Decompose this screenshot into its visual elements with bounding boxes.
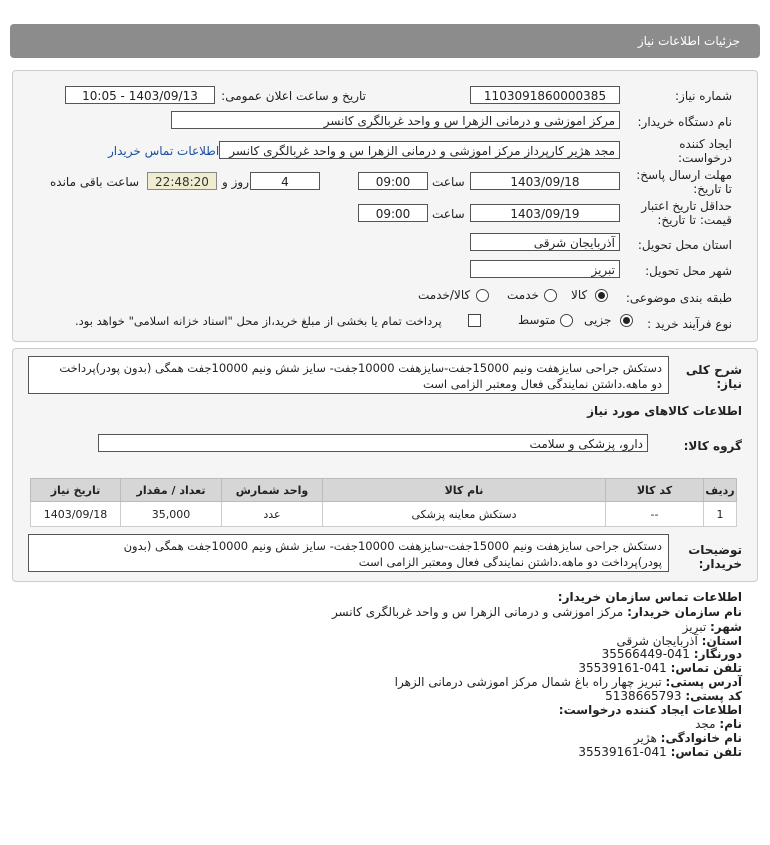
buyer-org-line: نام سازمان خریدار: مرکز اموزشی و درمانی الزهرا س و واحد غربالگری کانسر bbox=[331, 605, 742, 619]
creator-phone-line: تلفن تماس: 041-35539161 bbox=[578, 745, 742, 759]
province-label: استان محل تحویل: bbox=[637, 238, 732, 252]
process-minor-label: جزیی bbox=[584, 313, 612, 327]
goods-section-title: اطلاعات کالاهای مورد نیاز bbox=[587, 404, 742, 418]
days-label: روز و bbox=[222, 175, 249, 189]
buyer-contact-title: اطلاعات تماس سازمان خریدار: bbox=[557, 590, 742, 604]
col-row: ردیف bbox=[704, 479, 737, 502]
reply-deadline-label-2: تا تاریخ: bbox=[693, 182, 732, 196]
buyer-phone-line: تلفن تماس: 041-35539161 bbox=[578, 661, 742, 675]
category-label: طبقه بندی موضوعی: bbox=[625, 291, 732, 305]
goods-table-header bbox=[31, 479, 737, 502]
validity-time-field[interactable]: 09:00 bbox=[358, 204, 428, 222]
category-goods-label: کالا bbox=[571, 288, 588, 302]
treasury-payment-checkbox[interactable] bbox=[468, 314, 481, 327]
contact-buyer-link[interactable]: اطلاعات تماس خریدار bbox=[108, 144, 220, 158]
creator-family-line: نام خانوادگی: هژیر bbox=[633, 731, 742, 745]
treasury-payment-note: پرداخت تمام یا بخشی از مبلغ خرید،از محل "اسناد خزانه اسلامی" خواهد بود. bbox=[75, 314, 442, 328]
need-number-field[interactable]: 1103091860000385 bbox=[470, 86, 620, 104]
category-service-radio[interactable] bbox=[544, 289, 557, 302]
days-field[interactable]: 4 bbox=[250, 172, 320, 190]
creator-contact-title: اطلاعات ایجاد کننده درخواست: bbox=[558, 703, 742, 717]
city-field[interactable]: تبریز bbox=[470, 260, 620, 278]
category-service-label: خدمت bbox=[507, 288, 539, 302]
validity-label-2: قیمت: تا تاریخ: bbox=[657, 213, 732, 227]
process-medium-radio[interactable] bbox=[560, 314, 573, 327]
need-number-label: شماره نیاز: bbox=[675, 89, 732, 103]
announce-field[interactable]: 1403/09/13 - 10:05 bbox=[65, 86, 215, 104]
goods-group-field[interactable]: دارو، پزشکی و سلامت bbox=[98, 434, 648, 452]
creator-label-2: درخواست: bbox=[678, 151, 732, 165]
buyer-desc-line-1: دستکش جراحی سایزهفت ونیم 15000جفت-سایزهفت 10000جفت- سایز شش ونیم 10000جفت همگی (بدون bbox=[123, 539, 662, 553]
announce-label: تاریخ و ساعت اعلان عمومی: bbox=[221, 89, 366, 103]
summary-line-1: دستکش جراحی سایزهفت ونیم 15000جفت-سایزهفت 10000جفت- سایز شش ونیم 10000جفت همگی (بدون پودر)پرداخت bbox=[59, 361, 662, 375]
summary-label-2: نیاز: bbox=[716, 377, 742, 391]
cell-unit: عدد bbox=[222, 502, 323, 527]
col-unit: واحد شمارش bbox=[222, 479, 323, 502]
col-need-date: تاریخ نیاز bbox=[31, 479, 121, 502]
buyer-org-field[interactable]: مرکز اموزشی و درمانی الزهرا س و واحد غربالگری کانسر bbox=[171, 111, 620, 129]
col-code: کد کالا bbox=[606, 479, 704, 502]
buyer-desc-label-2: خریدار: bbox=[698, 557, 742, 571]
process-medium-label: متوسط bbox=[518, 313, 556, 327]
validity-label-1: حداقل تاریخ اعتبار bbox=[641, 199, 732, 213]
table-row[interactable] bbox=[31, 502, 737, 527]
creator-name-line: نام: مجد bbox=[695, 717, 742, 731]
remaining-label: ساعت باقی مانده bbox=[50, 175, 140, 189]
cell-code: -- bbox=[606, 502, 704, 527]
buyer-desc-line-2: پودر)پرداخت دو ماهه.داشتن نمایندگی فعال ومعتبر الزامی است bbox=[358, 555, 662, 569]
validity-time-label: ساعت bbox=[432, 207, 465, 221]
buyer-org-label: نام دستگاه خریدار: bbox=[637, 115, 732, 129]
buyer-address-line: آدرس پستی: تبریز چهار راه باغ شمال مرکز اموزشی درمانی الزهرا bbox=[394, 675, 742, 689]
buyer-city-line: شهر: تبریز bbox=[682, 620, 742, 634]
province-field[interactable]: آذربایجان شرقی bbox=[470, 233, 620, 251]
summary-line-2: دو ماهه.داشتن نمایندگی فعال ومعتبر الزامی است bbox=[422, 377, 662, 391]
goods-table bbox=[30, 478, 737, 527]
summary-label-1: شرح کلی bbox=[685, 363, 742, 377]
buyer-province-line: استان: آذربایجان شرقی bbox=[616, 634, 742, 648]
summary-text bbox=[28, 356, 669, 394]
creator-field[interactable]: مجد هژیر کارپرداز مرکز اموزشی و درمانی الزهرا س و واحد غربالگری کانسر bbox=[219, 141, 620, 159]
page-title: جزئیات اطلاعات نیاز bbox=[637, 34, 740, 48]
remaining-time: 22:48:20 bbox=[147, 172, 217, 190]
reply-deadline-label-1: مهلت ارسال پاسخ: bbox=[636, 168, 732, 182]
category-both-radio[interactable] bbox=[476, 289, 489, 302]
reply-time-field[interactable]: 09:00 bbox=[358, 172, 428, 190]
creator-label-1: ایجاد کننده bbox=[679, 137, 732, 151]
col-quantity: تعداد / مقدار bbox=[121, 479, 222, 502]
process-minor-radio[interactable] bbox=[620, 314, 633, 327]
validity-date-field[interactable]: 1403/09/19 bbox=[470, 204, 620, 222]
cell-row: 1 bbox=[704, 502, 737, 527]
reply-time-label: ساعت bbox=[432, 175, 465, 189]
city-label: شهر محل تحویل: bbox=[645, 264, 732, 278]
buyer-desc-text bbox=[28, 534, 669, 572]
col-name: نام کالا bbox=[323, 479, 606, 502]
reply-date-field[interactable]: 1403/09/18 bbox=[470, 172, 620, 190]
process-label: نوع فرآیند خرید : bbox=[647, 317, 732, 331]
buyer-postal-line: کد پستی: 5138665793 bbox=[605, 689, 742, 703]
goods-group-label: گروه کالا: bbox=[683, 439, 742, 453]
page-header bbox=[10, 24, 760, 58]
buyer-fax-line: دورنگار: 041-35566449 bbox=[601, 647, 742, 661]
category-goods-radio[interactable] bbox=[595, 289, 608, 302]
buyer-desc-label-1: توضیحات bbox=[688, 543, 742, 557]
cell-name: دستکش معاینه پزشکی bbox=[323, 502, 606, 527]
cell-quantity: 35,000 bbox=[121, 502, 222, 527]
category-both-label: کالا/خدمت bbox=[418, 288, 471, 302]
cell-need-date: 1403/09/18 bbox=[31, 502, 121, 527]
